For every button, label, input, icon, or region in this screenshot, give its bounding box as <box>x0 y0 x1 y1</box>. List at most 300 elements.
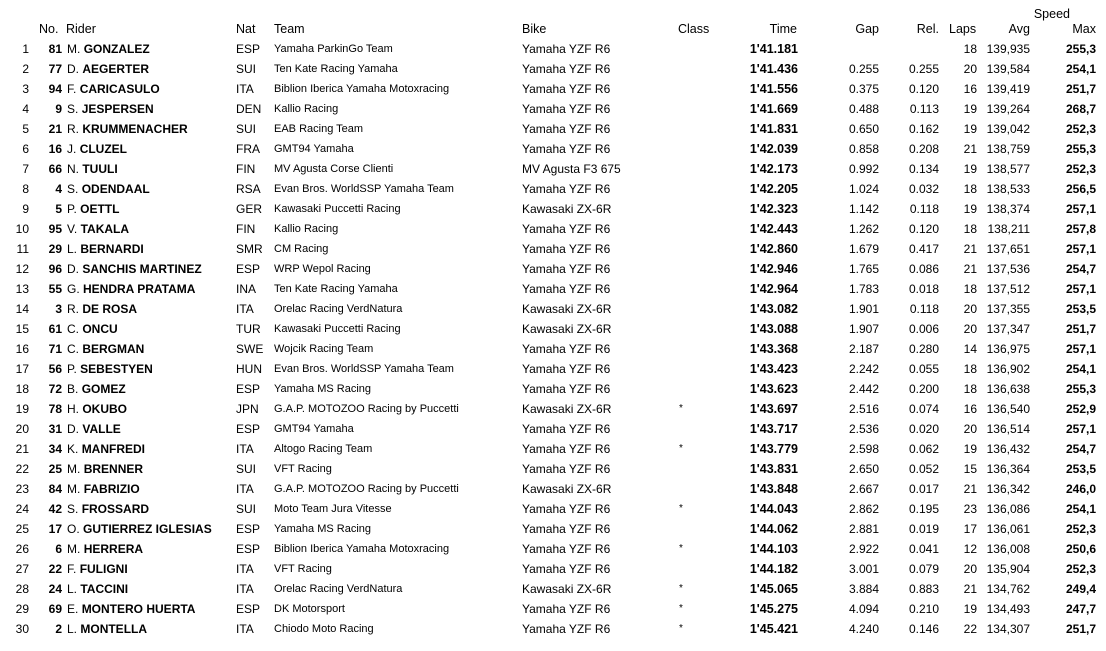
row-rider-number: 61 <box>48 322 62 336</box>
table-row <box>0 622 1106 642</box>
row-max-speed: 255,3 <box>1065 382 1096 396</box>
row-nationality: ESP <box>236 602 261 616</box>
row-avg-speed: 137,536 <box>986 262 1030 276</box>
row-nationality: SUI <box>236 122 257 136</box>
row-max-speed: 257,1 <box>1065 342 1096 356</box>
row-position: 13 <box>15 282 29 296</box>
row-rider-number: 71 <box>48 342 62 356</box>
row-gap: 2.650 <box>848 462 879 476</box>
row-team: Yamaha MS Racing <box>274 523 372 535</box>
row-time: 1'43.848 <box>749 482 798 496</box>
row-rider-name <box>67 482 140 496</box>
row-bike: Yamaha YZF R6 <box>522 342 611 356</box>
row-rider-number: 42 <box>48 502 62 516</box>
row-rider-name <box>67 342 144 356</box>
row-avg-speed: 136,514 <box>986 422 1030 436</box>
row-rel: 0.017 <box>908 482 939 496</box>
row-rider-name <box>67 362 153 376</box>
rider-initial: P. <box>67 202 77 216</box>
row-max-speed: 257,8 <box>1065 222 1096 236</box>
rider-initial: M. <box>67 42 81 56</box>
rider-surname: OKUBO <box>82 402 128 416</box>
row-bike: Kawasaki ZX-6R <box>522 322 612 336</box>
row-nationality: ITA <box>236 562 254 576</box>
row-time: 1'43.717 <box>749 422 798 436</box>
row-time: 1'41.181 <box>749 42 798 56</box>
row-avg-speed: 138,759 <box>986 142 1030 156</box>
row-nationality: SUI <box>236 502 257 516</box>
row-avg-speed: 136,432 <box>986 442 1030 456</box>
row-gap: 0.650 <box>848 122 879 136</box>
row-rider-name <box>67 102 154 116</box>
rider-initial: M. <box>67 462 81 476</box>
row-rel: 0.019 <box>908 522 939 536</box>
row-rel: 0.052 <box>908 462 939 476</box>
row-rider-name <box>67 562 128 576</box>
row-gap: 2.442 <box>848 382 879 396</box>
row-rel: 0.208 <box>908 142 939 156</box>
row-rel: 0.041 <box>908 542 939 556</box>
row-gap: 0.255 <box>848 62 879 76</box>
row-rel: 0.118 <box>909 302 939 316</box>
rider-initial: S. <box>67 102 79 116</box>
header-rel: Rel. <box>916 22 939 36</box>
table-row <box>0 242 1106 262</box>
row-class-mark: * <box>679 583 683 594</box>
row-gap: 1.783 <box>848 282 879 296</box>
rider-initial: F. <box>67 562 77 576</box>
row-position: 28 <box>15 582 29 596</box>
table-row <box>0 562 1106 582</box>
row-time: 1'43.779 <box>749 442 798 456</box>
row-position: 26 <box>15 542 29 556</box>
row-rel: 0.280 <box>908 342 939 356</box>
row-team: EAB Racing Team <box>274 123 364 135</box>
row-gap: 1.901 <box>848 302 879 316</box>
row-gap: 2.516 <box>848 402 879 416</box>
row-bike: Yamaha YZF R6 <box>522 262 611 276</box>
row-team: Ten Kate Racing Yamaha <box>274 63 398 75</box>
row-position: 3 <box>22 82 29 96</box>
rider-initial: S. <box>67 182 79 196</box>
row-rel: 0.120 <box>908 82 939 96</box>
row-rider-name <box>67 522 212 536</box>
row-time: 1'44.043 <box>749 502 798 516</box>
table-row <box>0 442 1106 462</box>
row-position: 1 <box>22 42 29 56</box>
row-laps: 19 <box>963 202 977 216</box>
row-nationality: INA <box>236 282 257 296</box>
row-rider-name <box>67 302 137 316</box>
row-position: 15 <box>15 322 29 336</box>
row-laps: 21 <box>963 262 977 276</box>
row-max-speed: 257,1 <box>1065 282 1096 296</box>
rider-surname: DE ROSA <box>82 302 138 316</box>
row-avg-speed: 136,061 <box>986 522 1030 536</box>
row-rel: 0.883 <box>908 582 939 596</box>
row-time: 1'43.368 <box>749 342 798 356</box>
row-rider-name <box>67 202 119 216</box>
row-gap: 1.142 <box>848 202 879 216</box>
row-laps: 15 <box>963 462 977 476</box>
rider-surname: HENDRA PRATAMA <box>83 282 196 296</box>
table-row <box>0 162 1106 182</box>
row-class-mark: * <box>679 443 683 454</box>
row-laps: 19 <box>963 602 977 616</box>
row-avg-speed: 139,584 <box>986 62 1030 76</box>
table-row <box>0 322 1106 342</box>
row-laps: 20 <box>963 562 977 576</box>
row-nationality: ESP <box>236 42 261 56</box>
row-max-speed: 254,7 <box>1065 262 1096 276</box>
rider-initial: B. <box>67 382 79 396</box>
row-position: 10 <box>15 222 29 236</box>
row-nationality: ITA <box>236 82 254 96</box>
rider-surname: TAKALA <box>80 222 130 236</box>
rider-surname: TACCINI <box>80 582 129 596</box>
header-avg: Avg <box>1008 22 1030 36</box>
row-gap: 1.907 <box>848 322 879 336</box>
row-nationality: FRA <box>236 142 260 156</box>
row-time: 1'45.421 <box>749 622 798 636</box>
row-bike: Kawasaki ZX-6R <box>522 402 612 416</box>
row-max-speed: 253,5 <box>1065 302 1096 316</box>
row-bike: MV Agusta F3 675 <box>522 162 621 176</box>
rider-surname: SEBESTYEN <box>80 362 153 376</box>
row-laps: 21 <box>963 242 977 256</box>
rider-initial: L. <box>67 242 78 256</box>
row-position: 4 <box>22 102 29 116</box>
rider-initial: O. <box>67 522 80 536</box>
row-nationality: ITA <box>236 442 254 456</box>
table-row <box>0 142 1106 162</box>
table-row <box>0 582 1106 602</box>
rider-initial: L. <box>67 582 78 596</box>
row-rel: 0.062 <box>908 442 939 456</box>
row-max-speed: 252,3 <box>1065 562 1096 576</box>
row-time: 1'43.697 <box>749 402 798 416</box>
row-time: 1'45.275 <box>749 602 798 616</box>
row-avg-speed: 139,264 <box>986 102 1030 116</box>
row-laps: 19 <box>963 162 977 176</box>
row-time: 1'41.436 <box>749 62 798 76</box>
row-avg-speed: 134,307 <box>986 622 1030 636</box>
row-avg-speed: 137,651 <box>986 242 1030 256</box>
table-row <box>0 222 1106 242</box>
row-gap: 1.679 <box>848 242 879 256</box>
row-bike: Yamaha YZF R6 <box>522 82 611 96</box>
row-bike: Yamaha YZF R6 <box>522 42 611 56</box>
row-rider-number: 22 <box>48 562 62 576</box>
row-rider-name <box>67 502 149 516</box>
rider-surname: GONZALEZ <box>83 42 150 56</box>
row-rel: 0.200 <box>908 382 939 396</box>
rider-initial: E. <box>67 602 79 616</box>
row-laps: 22 <box>963 622 977 636</box>
row-max-speed: 256,5 <box>1065 182 1096 196</box>
row-nationality: DEN <box>236 102 262 116</box>
table-row <box>0 502 1106 522</box>
row-max-speed: 252,9 <box>1065 402 1096 416</box>
row-max-speed: 251,7 <box>1065 322 1096 336</box>
row-position: 12 <box>15 262 29 276</box>
row-avg-speed: 136,008 <box>986 542 1030 556</box>
row-time: 1'44.103 <box>749 542 798 556</box>
row-bike: Yamaha YZF R6 <box>522 622 611 636</box>
row-avg-speed: 135,904 <box>986 562 1030 576</box>
row-time: 1'42.205 <box>749 182 798 196</box>
header-nat: Nat <box>236 22 256 36</box>
row-gap: 2.598 <box>848 442 879 456</box>
row-rel: 0.255 <box>908 62 939 76</box>
table-row <box>0 362 1106 382</box>
row-time: 1'44.182 <box>749 562 798 576</box>
row-rider-number: 3 <box>55 302 62 316</box>
row-position: 20 <box>15 422 29 436</box>
rider-initial: R. <box>67 302 79 316</box>
row-avg-speed: 138,577 <box>986 162 1030 176</box>
table-row <box>0 82 1106 102</box>
header-rider: Rider <box>66 22 96 36</box>
row-nationality: FIN <box>236 222 256 236</box>
row-rider-number: 78 <box>48 402 62 416</box>
row-gap: 2.862 <box>848 502 879 516</box>
rider-surname: FULIGNI <box>79 562 128 576</box>
row-rider-name <box>67 82 160 96</box>
row-rel: 0.032 <box>908 182 939 196</box>
row-gap: 3.884 <box>848 582 879 596</box>
row-rider-name <box>67 162 118 176</box>
row-rider-name <box>67 242 144 256</box>
table-row <box>0 522 1106 542</box>
row-max-speed: 251,7 <box>1065 82 1096 96</box>
row-class-mark: * <box>679 543 683 554</box>
row-gap: 0.375 <box>848 82 879 96</box>
row-bike: Yamaha YZF R6 <box>522 422 611 436</box>
row-team: Evan Bros. WorldSSP Yamaha Team <box>274 183 454 195</box>
rider-initial: D. <box>67 422 79 436</box>
row-rider-name <box>67 182 150 196</box>
row-max-speed: 254,1 <box>1065 362 1096 376</box>
row-team: DK Motorsport <box>274 603 345 615</box>
row-rider-number: 2 <box>55 622 62 636</box>
row-team: CM Racing <box>274 243 329 255</box>
row-team: Chiodo Moto Racing <box>274 623 374 635</box>
row-bike: Yamaha YZF R6 <box>522 382 611 396</box>
row-max-speed: 253,5 <box>1065 462 1096 476</box>
rider-surname: BERNARDI <box>80 242 144 256</box>
row-rider-number: 34 <box>48 442 62 456</box>
row-bike: Yamaha YZF R6 <box>522 182 611 196</box>
row-gap: 0.858 <box>848 142 879 156</box>
row-rel: 0.134 <box>908 162 939 176</box>
row-gap: 2.881 <box>848 522 879 536</box>
row-max-speed: 257,1 <box>1065 422 1096 436</box>
row-team: Evan Bros. WorldSSP Yamaha Team <box>274 363 454 375</box>
header-team: Team <box>274 22 305 36</box>
row-team: Orelac Racing VerdNatura <box>274 583 403 595</box>
row-nationality: SUI <box>236 62 257 76</box>
row-rel: 0.020 <box>908 422 939 436</box>
row-max-speed: 268,7 <box>1065 102 1096 116</box>
row-position: 9 <box>22 202 29 216</box>
row-bike: Yamaha YZF R6 <box>522 502 611 516</box>
row-team: Moto Team Jura Vitesse <box>274 503 392 515</box>
row-team: Kawasaki Puccetti Racing <box>274 323 401 335</box>
table-row <box>0 62 1106 82</box>
rider-initial: N. <box>67 162 79 176</box>
row-position: 14 <box>15 302 29 316</box>
table-row <box>0 402 1106 422</box>
row-avg-speed: 139,042 <box>986 122 1030 136</box>
row-rider-name <box>67 422 121 436</box>
row-avg-speed: 137,347 <box>986 322 1030 336</box>
row-avg-speed: 138,211 <box>987 222 1030 236</box>
row-bike: Kawasaki ZX-6R <box>522 202 612 216</box>
row-position: 30 <box>15 622 29 636</box>
row-laps: 18 <box>963 362 977 376</box>
row-position: 6 <box>22 142 29 156</box>
row-max-speed: 246,0 <box>1065 482 1096 496</box>
row-nationality: SWE <box>236 342 264 356</box>
row-time: 1'42.323 <box>749 202 798 216</box>
row-rel: 0.006 <box>908 322 939 336</box>
row-bike: Yamaha YZF R6 <box>522 362 611 376</box>
row-rider-name <box>67 442 145 456</box>
rider-surname: CLUZEL <box>79 142 128 156</box>
row-rel: 0.146 <box>908 622 939 636</box>
row-avg-speed: 136,902 <box>986 362 1030 376</box>
rider-initial: K. <box>67 442 79 456</box>
row-rider-number: 77 <box>48 62 62 76</box>
row-team: VFT Racing <box>274 463 332 475</box>
row-team: GMT94 Yamaha <box>274 143 354 155</box>
rider-surname: MANFREDI <box>81 442 146 456</box>
row-laps: 20 <box>963 302 977 316</box>
row-rel: 0.018 <box>908 282 939 296</box>
row-rider-name <box>67 462 143 476</box>
table-row <box>0 122 1106 142</box>
rider-initial: M. <box>67 482 81 496</box>
rider-surname: ODENDAAL <box>81 182 150 196</box>
row-bike: Yamaha YZF R6 <box>522 282 611 296</box>
table-row <box>0 382 1106 402</box>
row-position: 21 <box>15 442 29 456</box>
rider-surname: MONTERO HUERTA <box>81 602 196 616</box>
header-no: No. <box>39 22 59 36</box>
row-laps: 21 <box>963 582 977 596</box>
rider-surname: SANCHIS MARTINEZ <box>82 262 202 276</box>
row-rider-name <box>67 282 195 296</box>
rider-surname: FABRIZIO <box>83 482 140 496</box>
row-rider-number: 94 <box>48 82 62 96</box>
row-rider-name <box>67 402 127 416</box>
row-avg-speed: 136,638 <box>986 382 1030 396</box>
row-rel: 0.210 <box>908 602 939 616</box>
rider-initial: G. <box>67 282 80 296</box>
row-max-speed: 252,3 <box>1065 122 1096 136</box>
row-laps: 19 <box>963 102 977 116</box>
row-time: 1'42.946 <box>749 262 798 276</box>
row-rider-name <box>67 42 150 56</box>
row-rel: 0.074 <box>908 402 939 416</box>
row-max-speed: 255,3 <box>1065 142 1096 156</box>
rider-initial: M. <box>67 542 81 556</box>
row-rider-number: 24 <box>48 582 62 596</box>
row-team: Yamaha MS Racing <box>274 383 372 395</box>
row-time: 1'45.065 <box>749 582 798 596</box>
rider-surname: BRENNER <box>83 462 144 476</box>
row-time: 1'41.831 <box>749 122 798 136</box>
row-time: 1'43.831 <box>749 462 798 476</box>
row-avg-speed: 136,342 <box>986 482 1030 496</box>
row-laps: 20 <box>963 422 977 436</box>
row-class-mark: * <box>679 623 683 634</box>
table-row <box>0 42 1106 62</box>
row-bike: Yamaha YZF R6 <box>522 442 611 456</box>
row-rider-number: 9 <box>55 102 62 116</box>
row-rel: 0.086 <box>908 262 939 276</box>
row-laps: 18 <box>963 182 977 196</box>
row-position: 23 <box>15 482 29 496</box>
row-bike: Kawasaki ZX-6R <box>522 302 612 316</box>
row-team: Kallio Racing <box>274 103 339 115</box>
rider-surname: MONTELLA <box>80 622 148 636</box>
row-time: 1'41.556 <box>749 82 798 96</box>
row-position: 8 <box>22 182 29 196</box>
row-team: MV Agusta Corse Clienti <box>274 163 394 175</box>
row-rider-number: 6 <box>55 542 62 556</box>
row-team: Wojcik Racing Team <box>274 343 374 355</box>
rider-surname: GOMEZ <box>81 382 126 396</box>
row-avg-speed: 139,419 <box>986 82 1030 96</box>
row-laps: 18 <box>963 222 977 236</box>
row-rider-number: 96 <box>48 262 62 276</box>
row-rider-name <box>67 122 188 136</box>
row-max-speed: 252,3 <box>1065 162 1096 176</box>
header-bike: Bike <box>522 22 547 36</box>
table-row <box>0 422 1106 442</box>
rider-surname: BERGMAN <box>82 342 145 356</box>
rider-initial: P. <box>67 362 77 376</box>
row-max-speed: 247,7 <box>1065 602 1096 616</box>
row-team: Altogo Racing Team <box>274 443 373 455</box>
row-time: 1'43.623 <box>749 382 798 396</box>
row-rider-name <box>67 542 143 556</box>
row-gap: 2.536 <box>848 422 879 436</box>
row-gap: 2.187 <box>848 342 879 356</box>
row-team: Orelac Racing VerdNatura <box>274 303 403 315</box>
row-gap: 2.667 <box>848 482 879 496</box>
rider-surname: CARICASULO <box>79 82 160 96</box>
row-bike: Yamaha YZF R6 <box>522 562 611 576</box>
row-rider-number: 72 <box>48 382 62 396</box>
rider-surname: OETTL <box>80 202 120 216</box>
row-rel: 0.162 <box>908 122 939 136</box>
row-gap: 3.001 <box>848 562 879 576</box>
row-gap: 2.242 <box>848 362 879 376</box>
row-nationality: ESP <box>236 382 261 396</box>
row-rel: 0.118 <box>909 202 939 216</box>
row-bike: Yamaha YZF R6 <box>522 602 611 616</box>
row-rider-number: 95 <box>48 222 62 236</box>
row-rider-number: 84 <box>48 482 62 496</box>
row-rel: 0.079 <box>908 562 939 576</box>
row-laps: 19 <box>963 442 977 456</box>
rider-initial: D. <box>67 62 79 76</box>
row-position: 19 <box>15 402 29 416</box>
row-avg-speed: 136,975 <box>986 342 1030 356</box>
